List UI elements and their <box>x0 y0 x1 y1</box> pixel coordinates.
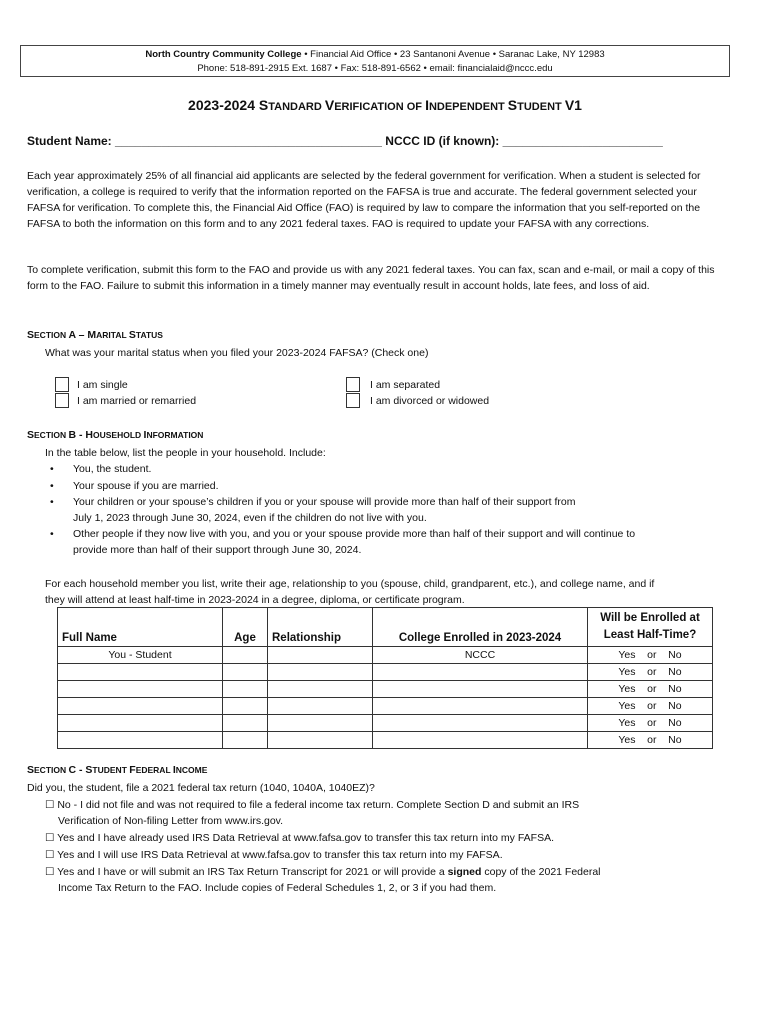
option-married: I am married or remarried <box>77 395 197 407</box>
bullet-spouse: Your spouse if you are married. <box>73 480 219 492</box>
form-title: 2023-2024 STANDARD VERIFICATION OF INDEPENDENT STUDENT V1 <box>188 97 582 113</box>
checkbox-single[interactable] <box>55 377 69 392</box>
header-full-name: Full Name <box>58 608 223 647</box>
marital-question: What was your marital status when you filed your 2023-2024 FAFSA? (Check one) <box>45 347 429 359</box>
college-name: North Country Community College <box>145 49 302 60</box>
cell-college[interactable] <box>373 664 588 681</box>
cell-age[interactable] <box>223 647 268 664</box>
section-c-title: SECTION C - STUDENT FEDERAL INCOME <box>27 764 208 776</box>
table-row <box>58 647 713 664</box>
cell-relationship[interactable] <box>268 647 373 664</box>
cell-age[interactable] <box>223 715 268 732</box>
cell-age[interactable] <box>223 698 268 715</box>
college-header <box>20 45 730 77</box>
cell-college[interactable] <box>373 698 588 715</box>
table-row <box>58 664 713 681</box>
cell-name[interactable] <box>58 715 223 732</box>
checkbox-divorced[interactable] <box>346 393 360 408</box>
cell-college[interactable]: NCCC <box>373 647 588 664</box>
table-row <box>58 715 713 732</box>
bullet-others-1: Other people if they now live with you, and you or your spouse provide more than half of their support and will continue to <box>73 528 636 540</box>
tax-return-question: Did you, the student, file a 2021 federal tax return (1040, 1040A, 1040EZ)? <box>27 782 375 794</box>
table-instruction-1: For each household member you list, write their age, relationship to you (spouse, child, grandparent, etc.), and college name, and if <box>45 578 655 590</box>
bullet-others-2: provide more than half of their support through June 30, 2024. <box>73 544 362 556</box>
cell-half-time[interactable]: Yes or No <box>588 681 713 698</box>
cell-half-time[interactable]: Yes or No <box>588 732 713 749</box>
bullet-student: You, the student. <box>73 463 152 475</box>
bullet-dot: • <box>50 528 54 540</box>
cell-half-time[interactable]: Yes or No <box>588 647 713 664</box>
option-no-file[interactable]: ☐ No - I did not file and was not required to file a federal income tax return. Complete Section D and submit an IRS <box>45 799 580 811</box>
cell-name[interactable] <box>58 681 223 698</box>
header-college: College Enrolled in 2023-2024 <box>373 608 588 647</box>
household-table <box>57 607 713 749</box>
cell-name[interactable] <box>58 698 223 715</box>
option-single: I am single <box>77 379 128 391</box>
header-line-2: Phone: 518-891-2915 Ext. 1687 • Fax: 518-891-6562 • email: financialaid@nccc.edu <box>197 63 553 74</box>
checkbox-separated[interactable] <box>346 377 360 392</box>
cell-name[interactable]: You - Student <box>58 647 223 664</box>
cell-college[interactable] <box>373 681 588 698</box>
student-name-line[interactable]: Student Name: ________________________________________ NCCC ID (if known): ________________________ <box>27 134 663 148</box>
header-age: Age <box>223 608 268 647</box>
cell-relationship[interactable] <box>268 664 373 681</box>
option-submit-transcript-cont: Income Tax Return to the FAO. Include copies of Federal Schedules 1, 2, or 3 if you had them. <box>58 882 497 894</box>
bullet-dot: • <box>50 463 54 475</box>
section-a-title: SECTION A – MARITAL STATUS <box>27 329 163 341</box>
cell-half-time[interactable]: Yes or No <box>588 664 713 681</box>
cell-half-time[interactable]: Yes or No <box>588 698 713 715</box>
option-no-file-cont: Verification of Non-filing Letter from www.irs.gov. <box>58 815 284 827</box>
cell-college[interactable] <box>373 732 588 749</box>
checkbox-married[interactable] <box>55 393 69 408</box>
cell-relationship[interactable] <box>268 681 373 698</box>
cell-age[interactable] <box>223 664 268 681</box>
cell-relationship[interactable] <box>268 715 373 732</box>
cell-age[interactable] <box>223 732 268 749</box>
header-line-1: North Country Community College • Financial Aid Office • 23 Santanoni Avenue • Saranac Lake, NY 12983 <box>145 49 605 60</box>
intro-paragraph-1: Each year approximately 25% of all financial aid applicants are selected by the federal government for verification. When a student is selected for verification, a college is required to verify that the information reported on the FAFSA is true and accurate. The federal government selected your FAFSA for verification. To complete this, the Financial Aid Office (FAO) is required by law to compare the information that you self-reported on the FAFSA to both the information on this form and to any 2021 federal taxes. FAO is required to update your FAFSA with any corrections. <box>27 170 701 230</box>
table-row <box>58 681 713 698</box>
cell-relationship[interactable] <box>268 732 373 749</box>
option-divorced: I am divorced or widowed <box>370 395 490 407</box>
section-b-title: SECTION B - HOUSEHOLD INFORMATION <box>27 429 204 441</box>
cell-half-time[interactable]: Yes or No <box>588 715 713 732</box>
bullet-children-2: July 1, 2023 through June 30, 2024, even if the children do not live with you. <box>73 512 427 524</box>
cell-name[interactable] <box>58 664 223 681</box>
cell-relationship[interactable] <box>268 698 373 715</box>
table-row <box>58 732 713 749</box>
table-instruction-2: they will attend at least half-time in 2023-2024 in a degree, diploma, or certificate program. <box>45 594 465 606</box>
option-will-use-irs-drt[interactable]: ☐ Yes and I will use IRS Data Retrieval at www.fafsa.gov to transfer this tax return into my FAFSA. <box>45 849 503 861</box>
table-header-row <box>58 608 713 647</box>
bullet-dot: • <box>50 496 54 508</box>
option-submit-transcript[interactable]: ☐ Yes and I have or will submit an IRS Tax Return Transcript for 2021 or will provide a signed copy of the 2021 Federal <box>45 866 601 878</box>
cell-college[interactable] <box>373 715 588 732</box>
header-relationship: Relationship <box>268 608 373 647</box>
household-intro: In the table below, list the people in your household. Include: <box>45 447 326 459</box>
option-separated: I am separated <box>370 379 441 391</box>
bullet-children-1: Your children or your spouse’s children if you or your spouse will provide more than half of their support from <box>73 496 576 508</box>
header-half-time: Will be Enrolled at Least Half-Time? <box>588 608 713 647</box>
intro-paragraph-2: To complete verification, submit this form to the FAO and provide us with any 2021 federal taxes. You can fax, scan and e-mail, or mail a copy of this form to the FAO. Failure to submit this information in a timely manner may eventually result in account holds, late fees, and loss of aid. <box>27 264 715 292</box>
table-row <box>58 698 713 715</box>
cell-name[interactable] <box>58 732 223 749</box>
option-used-irs-drt[interactable]: ☐ Yes and I have already used IRS Data Retrieval at www.fafsa.gov to transfer this tax return into my FAFSA. <box>45 832 554 844</box>
cell-age[interactable] <box>223 681 268 698</box>
bullet-dot: • <box>50 480 54 492</box>
